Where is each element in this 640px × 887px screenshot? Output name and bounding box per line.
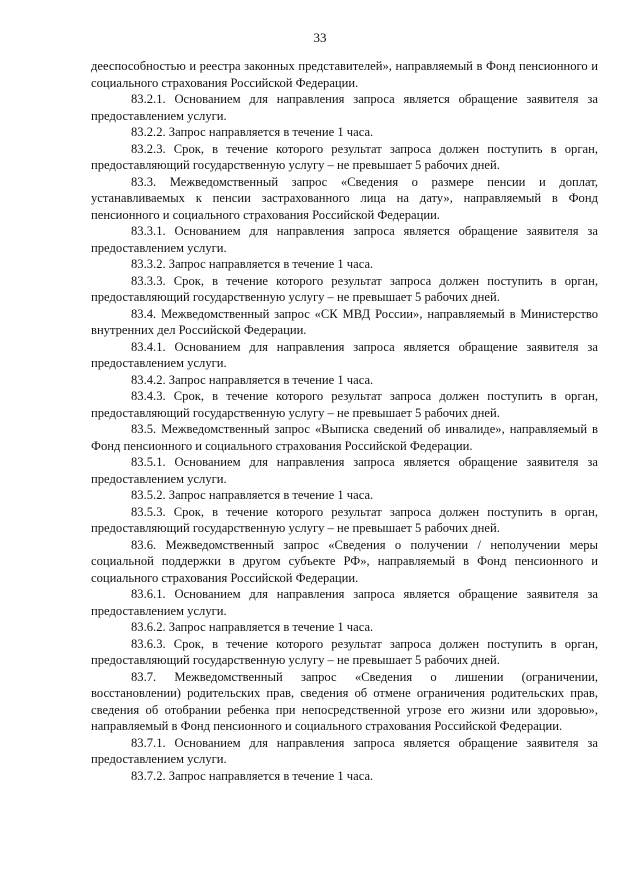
paragraph-83-3-2: 83.3.2. Запрос направляется в течение 1 часа. xyxy=(131,257,374,271)
paragraph-83-2-1: 83.2.1. Основанием для направления запроса является обращение заявителя за предоставлением услуги. xyxy=(91,92,598,123)
paragraph-83-7-1: 83.7.1. Основанием для направления запроса является обращение заявителя за предоставлением услуги. xyxy=(91,735,598,766)
paragraph-83-6-3: 83.6.3. Срок, в течение которого результат запроса должен поступить в орган, предоставляющий государственную услугу – не превышает 5 рабочих дней. xyxy=(91,636,598,667)
paragraph-83-5-2: 83.5.2. Запрос направляется в течение 1 часа. xyxy=(131,488,374,502)
paragraph-83-3: 83.3. Межведомственный запрос «Сведения о размере пенсии и доплат, устанавливаемых к пенсии застрахованного лица на дату», направляемый в Фонд пенсионного и социального страхования Российской Федерации. xyxy=(91,174,598,222)
page-number: 33 xyxy=(313,30,327,45)
paragraph-83-6: 83.6. Межведомственный запрос «Сведения о получении / неполучении меры социальной поддержки в другом субъекте РФ», направляемый в Фонд пенсионного и социального страхования Российской Федерации. xyxy=(91,537,598,585)
paragraph-83-3-3: 83.3.3. Срок, в течение которого результат запроса должен поступить в орган, предоставляющий государственную услугу – не превышает 5 рабочих дней. xyxy=(91,273,598,304)
paragraph-83-3-1: 83.3.1. Основанием для направления запроса является обращение заявителя за предоставлением услуги. xyxy=(91,224,598,255)
paragraph-83-5-3: 83.5.3. Срок, в течение которого результат запроса должен поступить в орган, предоставляющий государственную услугу – не превышает 5 рабочих дней. xyxy=(91,504,598,535)
paragraph-83-2-3: 83.2.3. Срок, в течение которого результат запроса должен поступить в орган, предоставляющий государственную услугу – не превышает 5 рабочих дней. xyxy=(91,141,598,172)
paragraph-83-4-3: 83.4.3. Срок, в течение которого результат запроса должен поступить в орган, предоставляющий государственную услугу – не превышает 5 рабочих дней. xyxy=(91,389,598,420)
paragraph-83-7-2: 83.7.2. Запрос направляется в течение 1 часа. xyxy=(131,768,374,783)
paragraph-83-6-1: 83.6.1. Основанием для направления запроса является обращение заявителя за предоставлением услуги. xyxy=(91,587,598,618)
paragraph-83-2-2: 83.2.2. Запрос направляется в течение 1 часа. xyxy=(131,125,374,139)
document-body xyxy=(91,58,598,784)
paragraph-83-4-1: 83.4.1. Основанием для направления запроса является обращение заявителя за предоставлением услуги. xyxy=(91,339,598,370)
paragraph-continuation: дееспособностью и реестра законных представителей», направляемый в Фонд пенсионного и социального страхования Российской Федерации. xyxy=(91,59,598,90)
paragraph-83-5-1: 83.5.1. Основанием для направления запроса является обращение заявителя за предоставлением услуги. xyxy=(91,455,598,486)
paragraph-83-6-2: 83.6.2. Запрос направляется в течение 1 часа. xyxy=(131,620,374,634)
paragraph-83-4-2: 83.4.2. Запрос направляется в течение 1 часа. xyxy=(131,372,374,387)
paragraph-83-7: 83.7. Межведомственный запрос «Сведения о лишении (ограничении, восстановлении) родительских прав, сведения об отмене ограничения родительских прав, сведения об отобрании ребенка при непосредственной угрозе его жизни или здоровью», направляемый в Фонд пенсионного и социального страхования Российской Федерации. xyxy=(91,669,598,733)
paragraph-83-5: 83.5. Межведомственный запрос «Выписка сведений об инвалиде», направляемый в Фонд пенсионного и социального страхования Российской Федерации. xyxy=(91,422,598,453)
paragraph-83-4: 83.4. Межведомственный запрос «СК МВД России», направляемый в Министерство внутренних дел Российской Федерации. xyxy=(91,306,598,337)
